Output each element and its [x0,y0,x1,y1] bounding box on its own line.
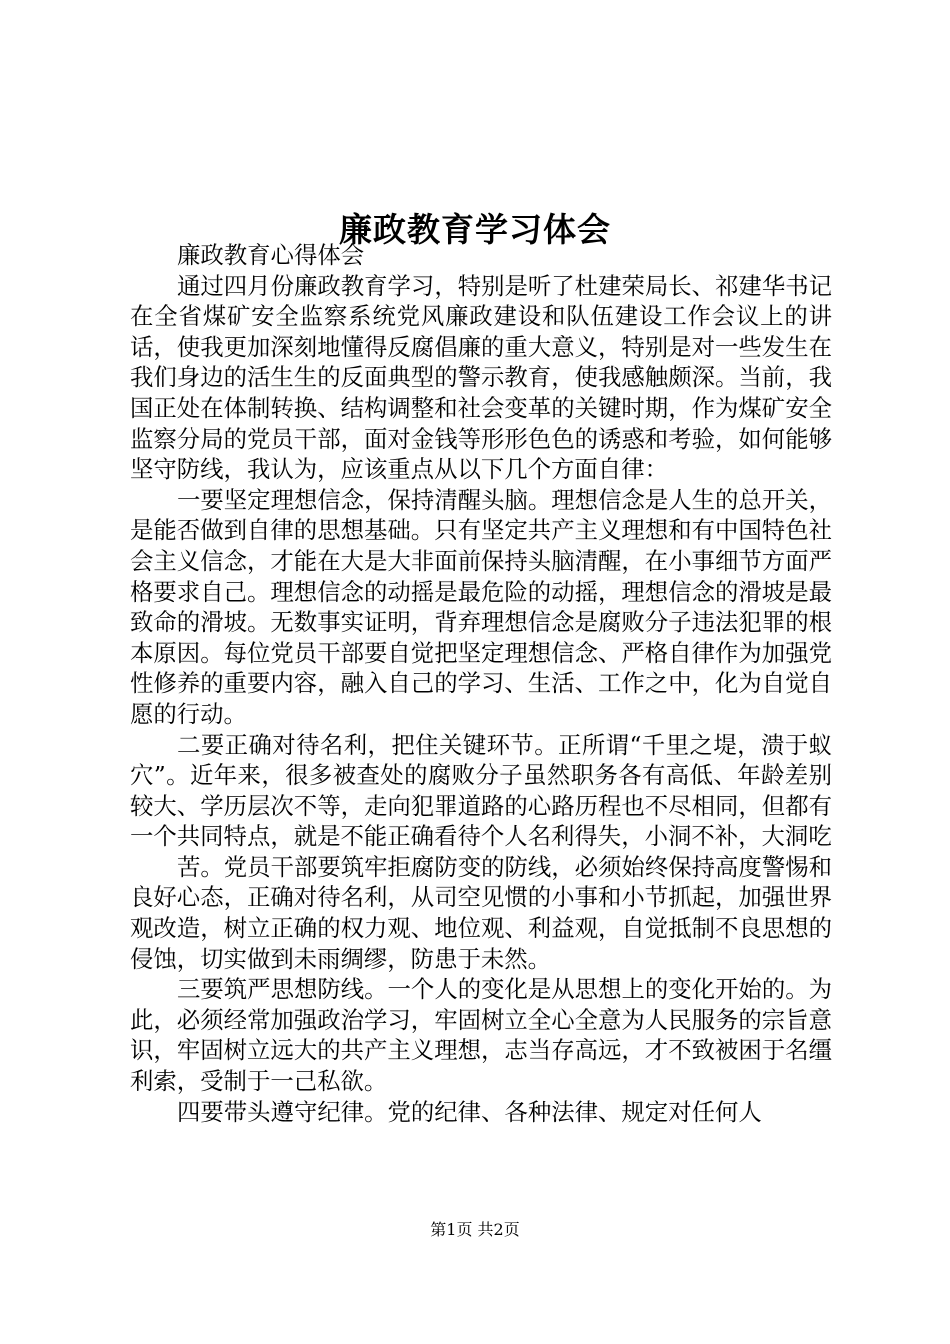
document-body [130,240,832,1127]
paragraph-point-two: 二要正确对待名利，把住关键环节。正所谓“千里之堤，溃于蚁穴”。近年来，很多被查处的腐败分子虽然职务各有高低、年龄差别较大、学历层次不等，走向犯罪道路的心路历程也不尽相同，但都有一个共同特点，就是不能正确看待个人名利得失，小洞不补，大洞吃 [130,730,832,851]
paragraph-point-four: 四要带头遵守纪律。党的纪律、各种法律、规定对任何人 [177,1097,762,1126]
paragraph-point-one: 一要坚定理想信念，保持清醒头脑。理想信念是人生的总开关，是能否做到自律的思想基础。只有坚定共产主义理想和有中国特色社会主义信念，才能在大是大非面前保持头脑清醒，在小事细节方面严格要求自己。理想信念的动摇是最危险的动摇，理想信念的滑坡是最致命的滑坡。无数事实证明，背弃理想信念是腐败分子违法犯罪的根本原因。每位党员干部要自觉把坚定理想信念、严格自律作为加强党性修养的重要内容，融入自己的学习、生活、工作之中，化为自觉自愿的行动。 [130,485,832,728]
page-number-footer: 第1页 共2页 [430,1220,520,1239]
paragraph-point-three: 三要筑严思想防线。一个人的变化是从思想上的变化开始的。为此，必须经常加强政治学习，牢固树立全心全意为人民服务的宗旨意识，牢固树立远大的共产主义理想，志当存高远，才不致被困于名缰利索，受制于一己私欲。 [130,975,832,1096]
document-title: 廉政教育学习体会 [339,210,611,250]
paragraph-point-two-continued: 苦。党员干部要筑牢拒腐防变的防线，必须始终保持高度警惕和良好心态，正确对待名利，从司空见惯的小事和小节抓起，加强世界观改造，树立正确的权力观、地位观、利益观，自觉抵制不良思想的侵蚀，切实做到未雨绸缪，防患于未然。 [130,852,832,973]
paragraph-subtitle: 廉政教育心得体会 [177,241,365,269]
paragraph-intro: 通过四月份廉政教育学习，特别是听了杜建荣局长、祁建华书记在全省煤矿安全监察系统党风廉政建设和队伍建设工作会议上的讲话，使我更加深刻地懂得反腐倡廉的重大意义，特别是对一些发生在我们身边的活生生的反面典型的警示教育，使我感触颇深。当前，我国正处在体制转换、结构调整和社会变革的关键时期，作为煤矿安全监察分局的党员干部，面对金钱等形形色色的诱惑和考验，如何能够坚守防线，我认为，应该重点从以下几个方面自律： [130,271,832,484]
